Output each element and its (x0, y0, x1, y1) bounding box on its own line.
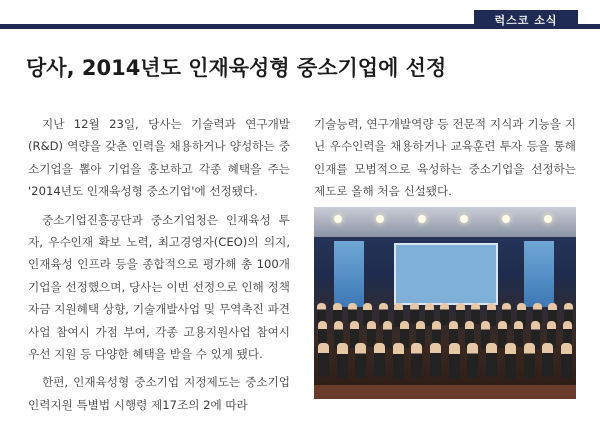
photo-stage-screen (394, 243, 498, 305)
article-paragraph: 지난 12월 23일, 당사는 기술력과 연구개발(R&D) 역량을 갖춘 인력을 채용하거나 양성하는 중소기업을 뽑아 기업을 홍보하고 각종 혜택을 주는 '2014년도 인재육성형 중소기업'에 선정됐다. (28, 117, 290, 199)
photo-banner (334, 241, 364, 307)
event-group-photo (314, 207, 576, 399)
ceiling-light (544, 215, 552, 223)
article-paragraph: 한편, 인재육성형 중소기업 지정제도는 중소기업 인력지원 특별법 시행령 제17조의 2에 따라 (28, 375, 290, 412)
article-column-left (28, 113, 290, 422)
ceiling-light (502, 215, 510, 223)
ceiling-light (460, 215, 468, 223)
photo-crowd-row (314, 343, 576, 379)
article-paragraph: 기술능력, 연구개발역량 등 전문적 지식과 기능을 지닌 우수인력을 채용하거나 교육훈련 투자 등을 통해 인재를 모범적으로 육성하는 중소기업을 선정하는 제도로 올해 처음 신설됐다. (314, 117, 576, 199)
article-paragraph: 중소기업진흥공단과 중소기업청은 인재육성 투자, 우수인재 확보 노력, 최고경영자(CEO)의 의지, 인재육성 인프라 등을 종합적으로 평가해 총 100개 기업을 선정했으며, 당사는 이번 선정으로 인해 정책자금 지원혜택 상향, 기술개발사업 및 무역촉진 파견사업 참여시 가점 부여, 각종 고용지원사업 참여시 우선 지원 등 다양한 혜택을 받을 수 있게 됐다. (28, 212, 290, 362)
photo-ceiling (314, 207, 576, 237)
ceiling-light (334, 215, 342, 223)
article-headline: 당사, 2014년도 인재육성형 중소기업에 선정 (26, 56, 447, 80)
ceiling-light (376, 215, 384, 223)
article-column-right (314, 113, 576, 209)
ceiling-light (418, 215, 426, 223)
section-badge: 럭스코 소식 (474, 10, 578, 29)
photo-banner (524, 241, 554, 307)
photo-floor (314, 385, 576, 399)
